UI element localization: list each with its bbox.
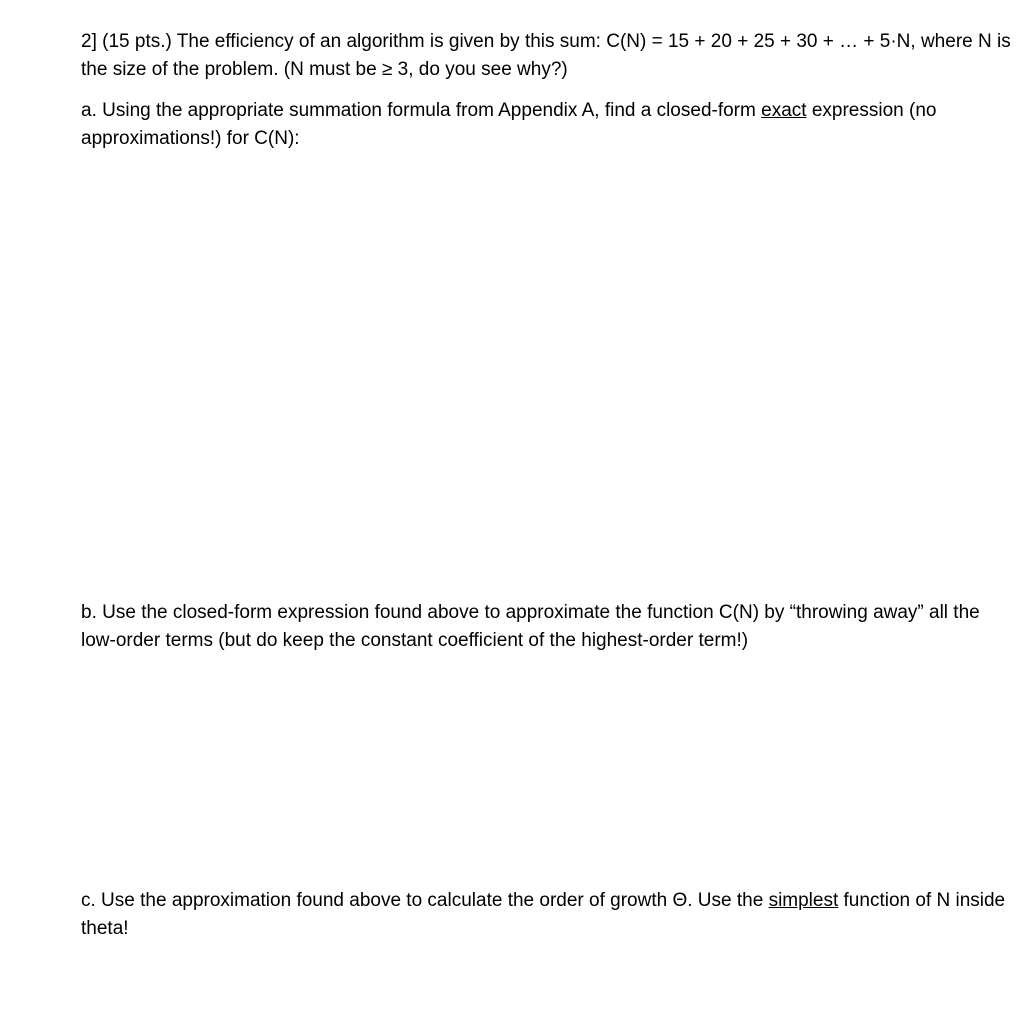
part-b-text: b. Use the closed-form expression found above to approximate the function C(N) by “throwing away” all the low-order terms (but do keep the constant coefficient of the highest-order term!) [81,602,980,651]
part-c-prompt [81,887,1011,943]
part-c-emphasis: simplest [768,890,839,911]
question-header [81,28,1011,84]
part-c-prefix: c. Use the approximation found above to calculate the order of growth Θ. Use the [81,890,764,911]
question-points: (15 pts.) [102,31,172,52]
part-a-suffix: expression (no approximations!) for C(N): [81,100,937,149]
part-a-prompt [81,97,1011,153]
question-text: The efficiency of an algorithm is given by this sum: C(N) = 15 + 20 + 25 + 30 + … + 5·N, where N is the size of the problem. (N must be ≥ 3, do you see why?) [81,31,1011,80]
part-c-suffix: function of N inside theta! [81,890,1006,939]
question-number: 2] [81,31,97,52]
part-b-prompt [81,599,1011,655]
part-a-emphasis: exact [761,100,807,121]
part-a-prefix: a. Using the appropriate summation formula from Appendix A, find a closed-form [81,100,756,121]
